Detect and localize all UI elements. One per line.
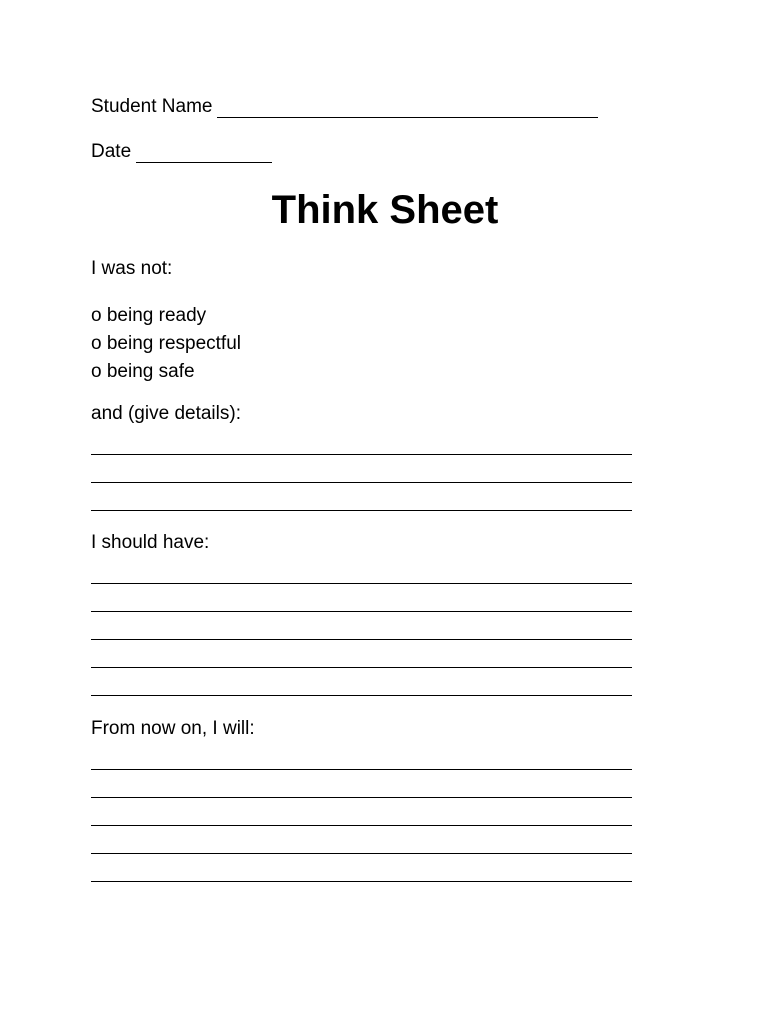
write-line[interactable]: [91, 668, 632, 696]
write-line[interactable]: [91, 826, 632, 854]
student-name-row: [91, 96, 598, 118]
write-line[interactable]: [91, 770, 632, 798]
i-was-not-prompt: I was not:: [91, 258, 173, 279]
write-line[interactable]: [91, 742, 632, 770]
date-field[interactable]: [136, 144, 272, 163]
i-should-have-prompt: I should have:: [91, 532, 210, 553]
date-row: [91, 141, 272, 163]
should-have-lines: [91, 556, 632, 696]
option-label: being respectful: [106, 333, 242, 354]
write-line[interactable]: [91, 427, 632, 455]
from-now-on-prompt: From now on, I will:: [91, 718, 255, 739]
give-details-prompt: and (give details):: [91, 403, 241, 424]
write-line[interactable]: [91, 483, 632, 511]
write-line[interactable]: [91, 584, 632, 612]
page-title: Think Sheet: [271, 188, 499, 232]
behavior-options: [91, 302, 241, 386]
option-checkbox[interactable]: o: [91, 305, 102, 326]
write-line[interactable]: [91, 798, 632, 826]
write-line[interactable]: [91, 854, 632, 882]
from-now-on-lines: [91, 742, 632, 882]
write-line[interactable]: [91, 640, 632, 668]
option-label: being ready: [106, 305, 207, 326]
option-label: being safe: [106, 361, 195, 382]
option-being-safe[interactable]: [91, 358, 241, 386]
option-checkbox[interactable]: o: [91, 333, 102, 354]
write-line[interactable]: [91, 556, 632, 584]
option-being-ready[interactable]: [91, 302, 241, 330]
option-checkbox[interactable]: o: [91, 361, 102, 382]
student-name-field[interactable]: [217, 99, 598, 118]
option-being-respectful[interactable]: [91, 330, 241, 358]
write-line[interactable]: [91, 455, 632, 483]
write-line[interactable]: [91, 612, 632, 640]
details-lines: [91, 427, 632, 511]
date-label: Date: [91, 141, 132, 162]
student-name-label: Student Name: [91, 96, 213, 117]
